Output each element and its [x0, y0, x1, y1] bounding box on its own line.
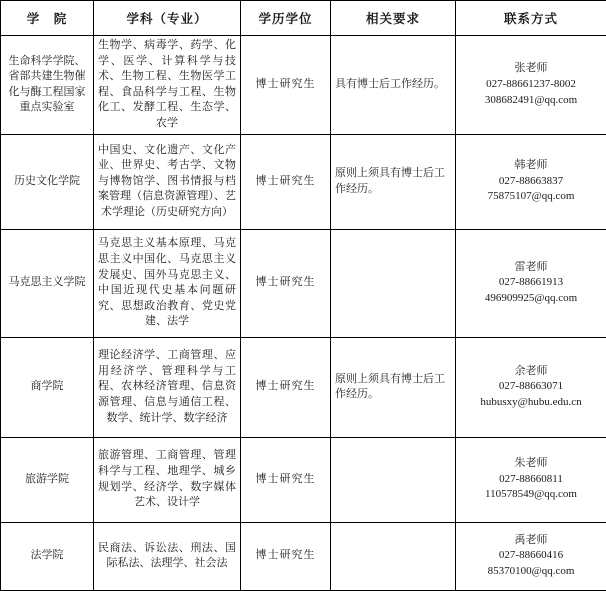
header-degree: 学历学位: [241, 1, 331, 36]
contact-cell: [456, 134, 606, 229]
contact-name: 张老师: [460, 61, 602, 77]
requirement-cell: 原则上须具有博士后工作经历。: [331, 337, 456, 437]
contact-name: 韩老师: [460, 158, 602, 174]
header-row: [1, 1, 606, 36]
college-cell: 旅游学院: [1, 437, 94, 522]
contact-name: 余老师: [460, 364, 602, 380]
contact-email: hubusxy@hubu.edu.cn: [460, 395, 602, 411]
contact-cell: [456, 229, 606, 337]
college-cell: 马克思主义学院: [1, 229, 94, 337]
college-cell: 历史文化学院: [1, 134, 94, 229]
contact-cell: [456, 522, 606, 590]
contact-name: 禹老师: [460, 533, 602, 549]
table-row: [1, 229, 606, 337]
requirement-cell: 原则上须具有博士后工作经历。: [331, 134, 456, 229]
table-row: [1, 522, 606, 590]
majors-cell: 旅游管理、工商管理、管理科学与工程、地理学、城乡规划学、经济学、数字媒体艺术、设计学: [94, 437, 241, 522]
contact-email: 308682491@qq.com: [460, 93, 602, 109]
college-cell: 生命科学学院、省部共建生物催化与酶工程国家重点实验室: [1, 36, 94, 135]
contact-email: 85370100@qq.com: [460, 564, 602, 580]
degree-cell: 博士研究生: [241, 229, 331, 337]
requirement-cell: [331, 229, 456, 337]
contact-name: 朱老师: [460, 456, 602, 472]
degree-cell: 博士研究生: [241, 134, 331, 229]
requirement-cell: [331, 522, 456, 590]
contact-phone: 027-88663837: [460, 174, 602, 190]
table-row: [1, 134, 606, 229]
requirement-cell: [331, 437, 456, 522]
contact-cell: [456, 337, 606, 437]
college-cell: 法学院: [1, 522, 94, 590]
majors-cell: 民商法、诉讼法、刑法、国际私法、法理学、社会法: [94, 522, 241, 590]
college-cell: 商学院: [1, 337, 94, 437]
degree-cell: 博士研究生: [241, 437, 331, 522]
contact-name: 雷老师: [460, 260, 602, 276]
contact-cell: [456, 437, 606, 522]
table-row: [1, 337, 606, 437]
contact-phone: 027-88660416: [460, 548, 602, 564]
contact-phone: 027-88661913: [460, 275, 602, 291]
contact-phone: 027-88660811: [460, 472, 602, 488]
degree-cell: 博士研究生: [241, 36, 331, 135]
majors-cell: 理论经济学、工商管理、应用经济学、管理科学与工程、农林经济管理、信息资源管理、信息与通信工程、数学、统计学、数字经济: [94, 337, 241, 437]
contact-phone: 027-88663071: [460, 379, 602, 395]
requirement-cell: 具有博士后工作经历。: [331, 36, 456, 135]
majors-cell: 生物学、病毒学、药学、化学、医学、计算科学与技术、生物工程、生物医学工程、食品科学与工程、生物化工、发酵工程、生态学、农学: [94, 36, 241, 135]
contact-phone: 027-88661237-8002: [460, 77, 602, 93]
header-college: 学 院: [1, 1, 94, 36]
contact-email: 75875107@qq.com: [460, 189, 602, 205]
header-requirement: 相关要求: [331, 1, 456, 36]
header-majors: 学科（专业）: [94, 1, 241, 36]
contact-cell: [456, 36, 606, 135]
header-contact: 联系方式: [456, 1, 606, 36]
majors-cell: 中国史、文化遗产、文化产业、世界史、考古学、文物与博物馆学、图书情报与档案管理（信息资源管理）、艺术学理论（历史研究方向）: [94, 134, 241, 229]
table-row: [1, 36, 606, 135]
contact-email: 496909925@qq.com: [460, 291, 602, 307]
degree-cell: 博士研究生: [241, 337, 331, 437]
majors-cell: 马克思主义基本原理、马克思主义中国化、马克思主义发展史、国外马克思主义、中国近现代史基本问题研究、思想政治教育、党史党建、法学: [94, 229, 241, 337]
contact-email: 110578549@qq.com: [460, 487, 602, 503]
table-row: [1, 437, 606, 522]
degree-cell: 博士研究生: [241, 522, 331, 590]
